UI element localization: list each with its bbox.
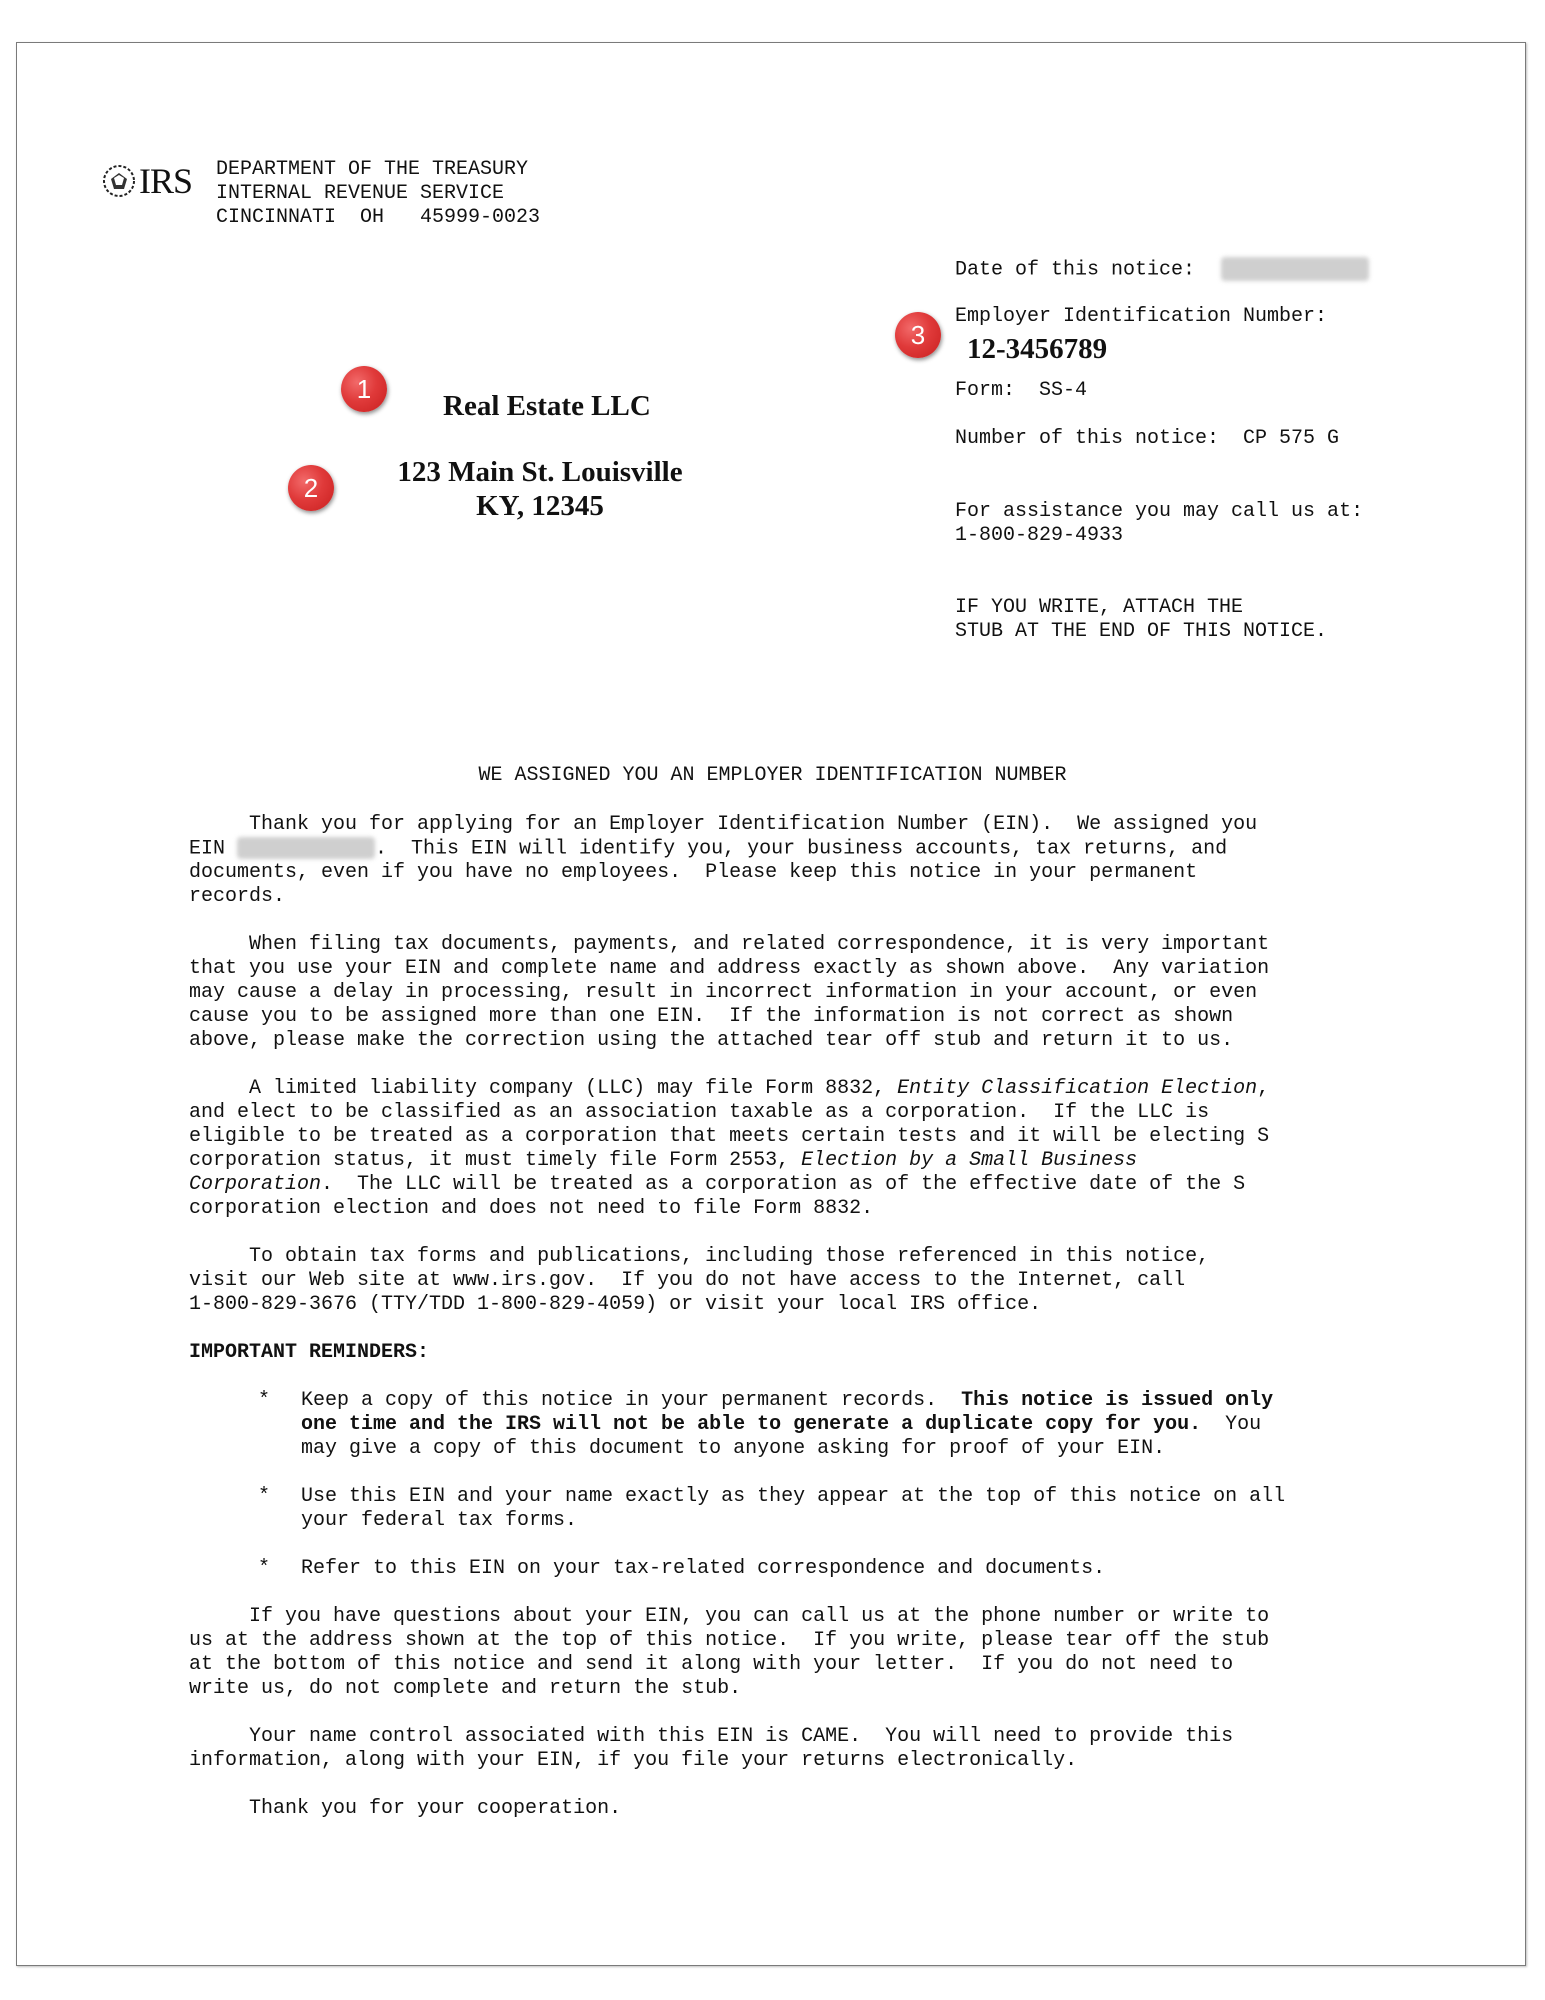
agency-address [216, 158, 540, 230]
assistance-line-1: For assistance you may call us at: [955, 500, 1364, 523]
paragraph-questions: If you have questions about your EIN, you can call us at the phone number or write to us at the address shown at the top of this notice. If you write, please tear off the stub at the bottom of this notice and send it along with your letter. If you do not need to write us, do not complete and return the stub. [189, 1605, 1270, 1701]
paragraph-forms: To obtain tax forms and publications, including those referenced in this notice, visit our Web site at www.irs.gov. If you do not have access to the Internet, call 1-800-829-3676 (TTY/TDD 1-800-829-4059) or visit your local IRS office. [189, 1245, 1210, 1317]
reminders-heading [189, 1341, 1449, 1365]
reminder-item-2 [189, 1485, 1449, 1533]
notice-date-label: Date of this notice: [955, 258, 1196, 282]
addressee-name: Real Estate LLC [443, 390, 651, 422]
b1-text-a: Keep a copy of this notice in your permanent records. [301, 1389, 962, 1413]
irs-logo [102, 160, 192, 202]
assistance-phone: 1-800-829-4933 [955, 524, 1124, 547]
notice-body [189, 813, 1449, 1845]
p3-text-a: A limited liability company (LLC) may file Form 8832, [189, 1077, 898, 1101]
callout-2: 2 [288, 465, 334, 511]
paragraph-name-control: Your name control associated with this EIN is CAME. You will need to provide this information, along with your EIN, if you file your returns electronically. [189, 1725, 1234, 1773]
ein-value: 12-3456789 [967, 333, 1108, 365]
irs-logo-text: IRS [139, 161, 193, 201]
reminder-item-3 [189, 1557, 1449, 1581]
bullet-icon: * [258, 1389, 271, 1413]
bullet-icon: * [258, 1485, 271, 1509]
p3-form-title-2553: Election by a Small Business Corporation [189, 1149, 1138, 1197]
irs-eagle-icon [102, 164, 136, 198]
form-label: Form: SS-4 [955, 379, 1088, 402]
notice-date-row [955, 257, 1369, 282]
b3-text: Refer to this EIN on your tax-related correspondence and documents. [301, 1557, 1106, 1581]
redacted-date [1221, 257, 1369, 281]
p3-text-c: , and elect to be classified as an association taxable as a corporation. If the LLC is eligible to be treated as a corporation that meets certain tests and it will be electing S corporation status, it must timely file Form 2553, [189, 1077, 1270, 1173]
paragraph-filing: When filing tax documents, payments, and related correspondence, it is very important that you use your EIN and complete name and address exactly as shown above. Any variation may cause a delay in processing, result in incorrect information in your account, or even cause you to be assigned more than one EIN. If the information is not correct as shown above, please make the correction using the attached tear off stub and return it to us. [189, 933, 1270, 1053]
write-line-2: STUB AT THE END OF THIS NOTICE. [955, 620, 1328, 643]
paragraph-ein-assigned [189, 813, 1449, 909]
p3-form-title-8832: Entity Classification Election [897, 1077, 1258, 1101]
p1-text-b: . This EIN will identify you, your business accounts, tax returns, and documents, even if you have no employees. Please keep this notice in your permanent records. [189, 837, 1228, 909]
address-line-2: KY, 12345 [476, 490, 604, 522]
b2-text: Use this EIN and your name exactly as they appear at the top of this notice on all your federal tax forms. [301, 1485, 1286, 1533]
paragraph-llc [189, 1077, 1449, 1221]
b1-text-bold: This notice is issued only one time and the IRS will not be able to generate a duplicate copy for you. [301, 1389, 1274, 1437]
notice-number: Number of this notice: CP 575 G [955, 427, 1340, 450]
addressee-address [390, 455, 690, 523]
b1-text-c: You may give a copy of this document to anyone asking for proof of your EIN. [301, 1413, 1262, 1461]
ein-label: Employer Identification Number: [955, 305, 1328, 328]
callout-1: 1 [341, 366, 387, 412]
reminder-item-1 [189, 1389, 1449, 1461]
address-line-1: 123 Main St. Louisville [397, 456, 683, 488]
write-instructions [955, 596, 1327, 644]
agency-line-2: INTERNAL REVENUE SERVICE [216, 182, 505, 205]
agency-line-3: CINCINNATI OH 45999-0023 [216, 206, 541, 229]
notice-heading: WE ASSIGNED YOU AN EMPLOYER IDENTIFICATION NUMBER [478, 764, 1067, 787]
paragraph-thanks: Thank you for your cooperation. [189, 1797, 622, 1821]
reminders-heading-text: IMPORTANT REMINDERS: [189, 1341, 430, 1365]
write-line-1: IF YOU WRITE, ATTACH THE [955, 596, 1244, 619]
bullet-icon: * [258, 1557, 271, 1581]
p3-text-e: . The LLC will be treated as a corporation as of the effective date of the S corporation election and does not need to file Form 8832. [189, 1173, 1246, 1221]
agency-line-1: DEPARTMENT OF THE TREASURY [216, 158, 529, 181]
assistance-info [955, 500, 1363, 548]
callout-3: 3 [895, 312, 941, 358]
redacted-ein [237, 837, 375, 859]
p1-text-a: Thank you for applying for an Employer Identification Number (EIN). We assigned you EIN [189, 813, 1258, 861]
